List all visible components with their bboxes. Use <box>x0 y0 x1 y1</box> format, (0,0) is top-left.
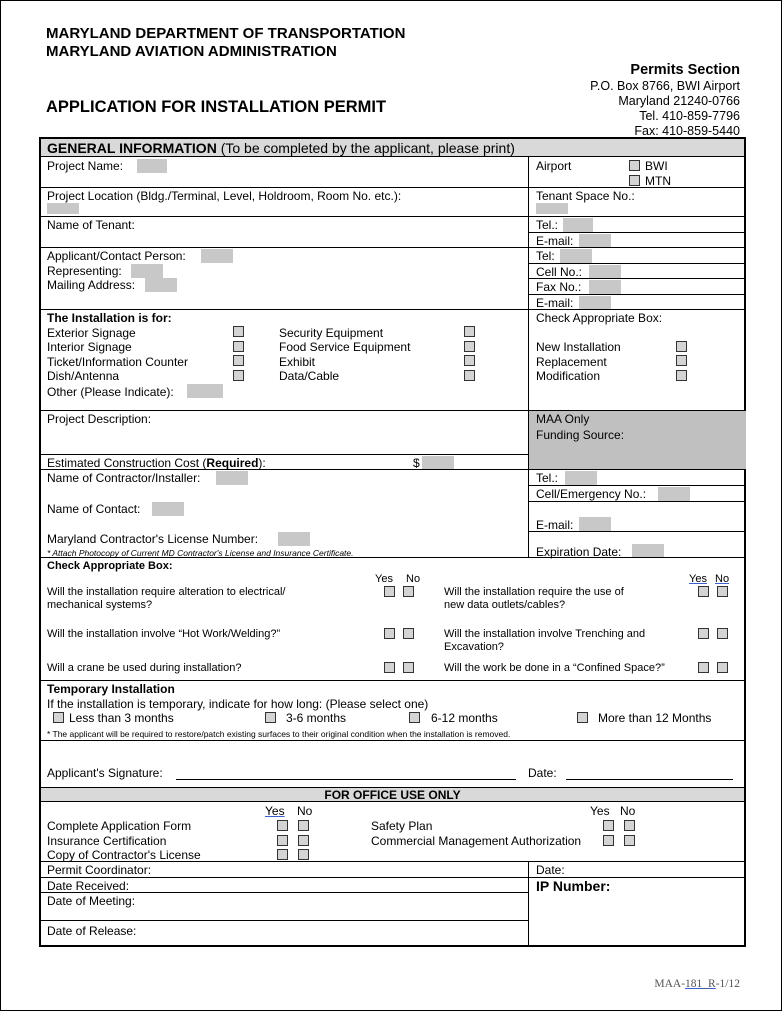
q4-no-checkbox[interactable] <box>717 628 728 639</box>
office-no-label: No <box>620 804 636 818</box>
question-text: Will the work be done in a “Confined Space?” <box>444 662 665 674</box>
mtn-checkbox[interactable] <box>629 175 640 186</box>
tenant-email-label: E-mail: <box>536 234 574 248</box>
signature-date-line[interactable] <box>566 779 733 780</box>
column-divider <box>528 157 529 557</box>
q1-no-checkbox[interactable] <box>403 586 414 597</box>
tenant-email-field[interactable] <box>579 234 611 248</box>
row-divider <box>41 187 744 188</box>
project-location-label: Project Location (Bldg./Terminal, Level, Holdroom, Room No. etc.): <box>47 189 402 203</box>
form-code-suffix: -1/12 <box>715 978 740 990</box>
applicant-email-field[interactable] <box>579 296 611 310</box>
org-line-2: MARYLAND AVIATION ADMINISTRATION <box>46 43 337 60</box>
temporary-heading: Temporary Installation <box>47 682 175 696</box>
tenant-tel-field[interactable] <box>563 218 593 232</box>
yes-column-label: Yes <box>689 573 707 585</box>
installation-heading: The Installation is for: <box>47 311 172 325</box>
signature-label: Applicant's Signature: <box>47 766 163 780</box>
contact-name-label: Name of Contact: <box>47 502 141 516</box>
fax-field[interactable] <box>589 280 621 294</box>
fax-label: Fax No.: <box>536 280 582 294</box>
project-description-label: Project Description: <box>47 412 152 426</box>
more-than-12-months-checkbox[interactable] <box>577 712 588 723</box>
question-text: Will the installation involve “Hot Work/Welding?” <box>47 628 281 640</box>
expiration-date-field[interactable] <box>632 544 664 558</box>
contractor-email-field[interactable] <box>579 517 611 531</box>
office-no-label: No <box>297 804 313 818</box>
safety-plan-yes-checkbox[interactable] <box>603 820 614 831</box>
row-divider <box>41 469 744 470</box>
project-name-label: Project Name: <box>47 159 124 173</box>
org-line-1: MARYLAND DEPARTMENT OF TRANSPORTATION <box>46 25 406 42</box>
other-field[interactable] <box>187 384 223 398</box>
6-12-months-checkbox[interactable] <box>409 712 420 723</box>
duration-option: 6-12 months <box>431 711 498 725</box>
q5-no-checkbox[interactable] <box>403 662 414 673</box>
q4-yes-checkbox[interactable] <box>698 628 709 639</box>
emergency-cell-field[interactable] <box>658 487 690 501</box>
data-cable-checkbox[interactable] <box>464 370 475 381</box>
q3-yes-checkbox[interactable] <box>384 628 395 639</box>
row-divider <box>528 485 744 486</box>
contractor-tel-label: Tel.: <box>536 471 559 485</box>
bwi-label: BWI <box>645 159 668 173</box>
airport-label: Airport <box>536 159 572 173</box>
application-form-no-checkbox[interactable] <box>298 820 309 831</box>
signature-line[interactable] <box>176 779 516 780</box>
install-option: Data/Cable <box>279 369 340 383</box>
row-divider <box>41 680 744 681</box>
address-block <box>590 62 740 139</box>
applicant-tel-field[interactable] <box>560 249 592 263</box>
insurance-yes-checkbox[interactable] <box>277 835 288 846</box>
cost-required: Required <box>206 456 259 470</box>
interior-signage-checkbox[interactable] <box>233 341 244 352</box>
emergency-cell-label: Cell/Emergency No.: <box>536 487 647 501</box>
question-text: Will the installation involve Trenching and <box>444 628 646 640</box>
install-type: Replacement <box>536 355 607 369</box>
permits-section-label: Permits Section <box>630 62 740 78</box>
project-name-field[interactable] <box>137 159 167 173</box>
row-divider <box>41 861 744 862</box>
modification-checkbox[interactable] <box>676 370 687 381</box>
office-item: Copy of Contractor's License <box>47 848 201 862</box>
row-divider <box>41 557 744 558</box>
check-box-label: Check Appropriate Box: <box>536 311 663 325</box>
po-box: P.O. Box 8766, BWI Airport <box>590 79 740 93</box>
form-title: APPLICATION FOR INSTALLATION PERMIT <box>46 98 387 116</box>
dish-antenna-checkbox[interactable] <box>233 370 244 381</box>
date-received-label: Date Received: <box>47 879 130 893</box>
question-text: Excavation? <box>444 641 504 653</box>
cell-label: Cell No.: <box>536 265 583 279</box>
temporary-prompt: If the installation is temporary, indicate for how long: (Please select one) <box>47 697 429 711</box>
general-info-subtitle: (To be completed by the applicant, please print) <box>216 140 515 156</box>
construction-cost-field[interactable] <box>422 456 454 470</box>
install-option: Ticket/Information Counter <box>47 355 188 369</box>
fax-number: Fax: 410-859-5440 <box>634 124 740 138</box>
contractor-email-label: E-mail: <box>536 518 574 532</box>
install-type: New Installation <box>536 340 621 354</box>
row-divider <box>41 877 744 878</box>
city-zip: Maryland 21240-0766 <box>618 94 740 108</box>
question-text: Will the installation require the use of <box>444 586 624 598</box>
question-text: Will the installation require alteration to electrical/ <box>47 586 286 598</box>
funding-source-label: Funding Source: <box>536 428 625 442</box>
yes-column-label: Yes <box>375 573 393 585</box>
ip-number-label: IP Number: <box>536 878 611 894</box>
office-item: Commercial Management Authorization <box>371 834 582 848</box>
row-divider <box>41 216 744 217</box>
ticket-counter-checkbox[interactable] <box>233 355 244 366</box>
contractor-name-label: Name of Contractor/Installer: <box>47 471 201 485</box>
row-divider <box>528 294 744 295</box>
row-divider <box>41 309 744 310</box>
other-label: Other (Please Indicate): <box>47 385 174 399</box>
office-column-divider <box>528 861 529 947</box>
applicant-label: Applicant/Contact Person: <box>47 249 186 263</box>
general-info-header <box>41 139 744 157</box>
row-divider <box>528 232 744 233</box>
duration-option: Less than 3 months <box>69 711 174 725</box>
install-option: Exhibit <box>279 355 316 369</box>
row-divider <box>41 454 529 455</box>
tenant-tel-label: Tel.: <box>536 218 559 232</box>
q6-no-checkbox[interactable] <box>717 662 728 673</box>
bwi-checkbox[interactable] <box>629 160 640 171</box>
row-divider <box>41 740 744 741</box>
cost-suffix: ): <box>258 456 266 470</box>
row-divider <box>41 920 529 921</box>
office-use-title: FOR OFFICE USE ONLY <box>324 788 461 802</box>
no-column-label: No <box>406 573 421 585</box>
row-divider <box>41 892 529 893</box>
attach-note: * Attach Photocopy of Current MD Contractor's License and Insurance Certificate. <box>47 548 354 558</box>
cell-field[interactable] <box>589 265 621 279</box>
row-divider <box>528 531 744 532</box>
general-info-title: GENERAL INFORMATION <box>47 140 217 156</box>
install-type: Modification <box>536 369 601 383</box>
restore-note: * The applicant will be required to restore/patch existing surfaces to their original condition when the installation is removed. <box>47 729 511 739</box>
tenant-space-field[interactable] <box>536 203 568 214</box>
no-column-label: No <box>715 573 730 585</box>
office-item: Insurance Certification <box>47 834 167 848</box>
install-option: Food Service Equipment <box>279 340 411 354</box>
mailing-address-label: Mailing Address: <box>47 278 136 292</box>
applicant-tel-label: Tel: <box>536 249 555 263</box>
office-yes-label <box>265 804 285 818</box>
commercial-auth-no-checkbox[interactable] <box>624 835 635 846</box>
contractor-tel-field[interactable] <box>565 471 597 485</box>
food-service-checkbox[interactable] <box>464 341 475 352</box>
duration-option: More than 12 Months <box>598 711 712 725</box>
office-yes-text: Yes <box>265 804 285 818</box>
contact-name-field[interactable] <box>152 502 184 516</box>
application-form <box>39 137 746 947</box>
license-copy-yes-checkbox[interactable] <box>277 849 288 860</box>
license-copy-no-checkbox[interactable] <box>298 849 309 860</box>
q3-no-checkbox[interactable] <box>403 628 414 639</box>
install-option: Exterior Signage <box>47 326 136 340</box>
mtn-label: MTN <box>645 174 671 188</box>
question-text: new data outlets/cables? <box>444 599 566 611</box>
license-number-label: Maryland Contractor's License Number: <box>47 532 259 546</box>
office-date-label: Date: <box>536 863 565 877</box>
exterior-signage-checkbox[interactable] <box>233 326 244 337</box>
license-number-field[interactable] <box>278 532 310 546</box>
exhibit-checkbox[interactable] <box>464 355 475 366</box>
date-of-release-label: Date of Release: <box>47 924 137 938</box>
dollar-sign: $ <box>413 456 420 470</box>
permit-coordinator-label: Permit Coordinator: <box>47 863 152 877</box>
3-6-months-checkbox[interactable] <box>265 712 276 723</box>
cost-prefix: Estimated Construction Cost ( <box>47 456 207 470</box>
date-of-meeting-label: Date of Meeting: <box>47 894 136 908</box>
question-text: Will a crane be used during installation? <box>47 662 242 674</box>
less-than-3-months-checkbox[interactable] <box>53 712 64 723</box>
construction-cost-label <box>47 456 266 470</box>
applicant-field[interactable] <box>201 249 233 263</box>
commercial-auth-yes-checkbox[interactable] <box>603 835 614 846</box>
form-code-prefix: MAA- <box>654 978 686 990</box>
replacement-checkbox[interactable] <box>676 355 687 366</box>
questions-heading: Check Appropriate Box: <box>47 560 173 572</box>
row-divider <box>528 278 744 279</box>
maa-only-label: MAA Only <box>536 412 590 426</box>
q2-no-checkbox[interactable] <box>717 586 728 597</box>
tenant-name-label: Name of Tenant: <box>47 218 135 232</box>
representing-label: Representing: <box>47 264 122 278</box>
q1-yes-checkbox[interactable] <box>384 586 395 597</box>
insurance-no-checkbox[interactable] <box>298 835 309 846</box>
safety-plan-no-checkbox[interactable] <box>624 820 635 831</box>
install-option: Dish/Antenna <box>47 369 120 383</box>
install-option: Interior Signage <box>47 340 132 354</box>
q6-yes-checkbox[interactable] <box>698 662 709 673</box>
install-option: Security Equipment <box>279 326 384 340</box>
application-form-yes-checkbox[interactable] <box>277 820 288 831</box>
new-installation-checkbox[interactable] <box>676 341 687 352</box>
security-equipment-checkbox[interactable] <box>464 326 475 337</box>
question-text: mechanical systems? <box>47 599 153 611</box>
contractor-name-field[interactable] <box>216 471 248 485</box>
office-item: Safety Plan <box>371 819 433 833</box>
q5-yes-checkbox[interactable] <box>384 662 395 673</box>
tenant-space-label: Tenant Space No.: <box>536 189 635 203</box>
office-use-header <box>41 787 744 802</box>
form-code-number: 181_R <box>685 978 716 990</box>
form-code <box>654 978 740 990</box>
row-divider <box>528 501 744 502</box>
project-location-field[interactable] <box>47 203 79 214</box>
office-yes-label: Yes <box>590 804 610 818</box>
row-divider <box>528 263 744 264</box>
office-item: Complete Application Form <box>47 819 192 833</box>
phone-number: Tel. 410-859-7796 <box>639 109 740 123</box>
signature-date-label: Date: <box>528 766 557 780</box>
duration-option: 3-6 months <box>286 711 347 725</box>
representing-field[interactable] <box>131 264 163 278</box>
row-divider <box>41 247 744 248</box>
q2-yes-checkbox[interactable] <box>698 586 709 597</box>
mailing-address-field[interactable] <box>145 278 177 292</box>
applicant-email-label: E-mail: <box>536 296 574 310</box>
expiration-date-label: Expiration Date: <box>536 545 622 559</box>
